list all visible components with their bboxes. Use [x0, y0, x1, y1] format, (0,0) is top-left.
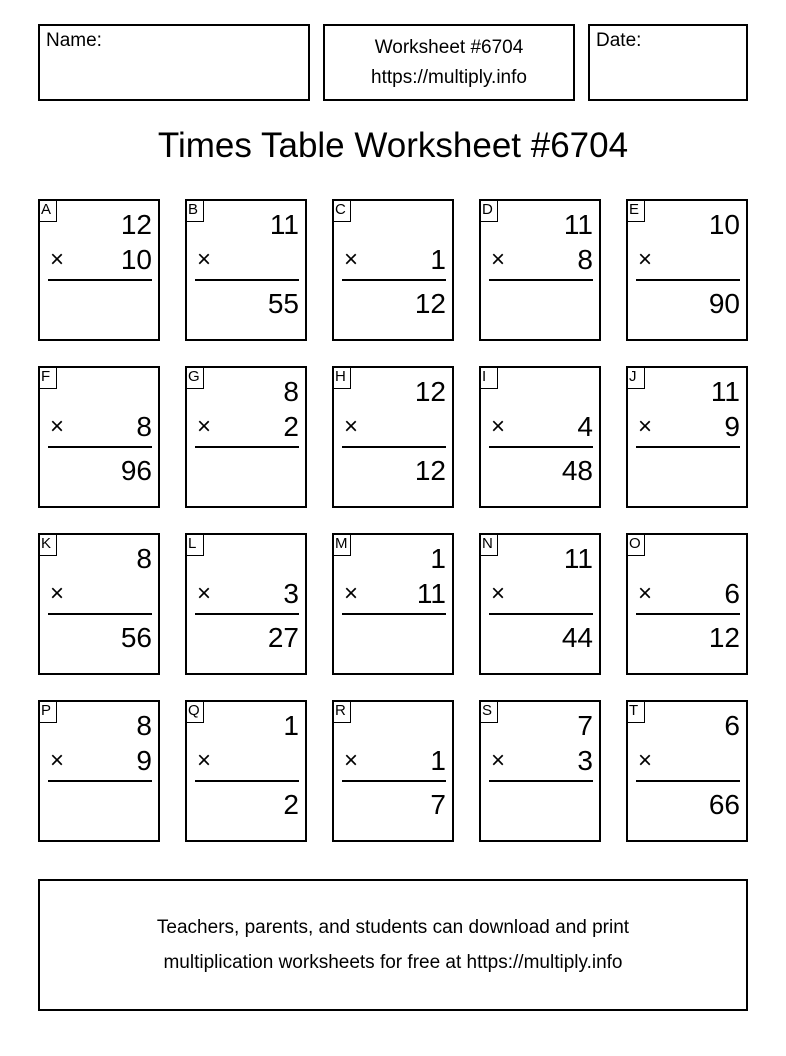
problem-letter: N	[479, 533, 498, 556]
problem-g	[185, 366, 307, 508]
problem-h	[332, 366, 454, 508]
answer-number: 96	[120, 455, 152, 486]
multiply-sign: ×	[344, 413, 359, 440]
top-number: 11	[710, 376, 740, 407]
answer-line	[48, 613, 152, 615]
footer-line-2: multiplication worksheets for free at https://multiply.info	[163, 952, 623, 973]
answer-line	[195, 446, 299, 448]
multiply-sign: ×	[491, 580, 506, 607]
bottom-number: 1	[430, 745, 446, 776]
multiply-sign: ×	[491, 413, 506, 440]
multiply-sign: ×	[344, 246, 359, 273]
multiply-sign: ×	[197, 747, 212, 774]
multiply-sign: ×	[197, 413, 212, 440]
problem-letter: J	[626, 366, 645, 389]
multiply-sign: ×	[50, 246, 65, 273]
name-field-box	[38, 24, 310, 101]
top-number: 8	[136, 710, 152, 741]
problem-letter: T	[626, 700, 645, 723]
problem-letter: B	[185, 199, 204, 222]
answer-number: 12	[414, 288, 446, 319]
top-number: 1	[283, 710, 299, 741]
bottom-number: 9	[724, 411, 740, 442]
problem-s	[479, 700, 601, 842]
problem-r	[332, 700, 454, 842]
bottom-number: 9	[136, 745, 152, 776]
multiply-sign: ×	[50, 747, 65, 774]
problem-letter: E	[626, 199, 645, 222]
top-number: 11	[563, 543, 593, 574]
problem-letter: S	[479, 700, 498, 723]
answer-line	[342, 279, 446, 281]
problem-letter: C	[332, 199, 351, 222]
answer-number: 12	[414, 455, 446, 486]
answer-number: 7	[430, 789, 446, 820]
problem-letter: D	[479, 199, 498, 222]
bottom-number: 3	[283, 578, 299, 609]
answer-line	[636, 613, 740, 615]
answer-line	[195, 613, 299, 615]
top-number: 12	[414, 376, 446, 407]
answer-line	[489, 279, 593, 281]
problem-letter: K	[38, 533, 57, 556]
problem-letter: M	[332, 533, 351, 556]
top-number: 1	[430, 543, 446, 574]
problem-letter: A	[38, 199, 57, 222]
problem-a	[38, 199, 160, 341]
answer-number: 56	[120, 622, 152, 653]
bottom-number: 4	[577, 411, 593, 442]
page-title: Times Table Worksheet #6704	[157, 126, 629, 165]
bottom-number: 3	[577, 745, 593, 776]
answer-line	[48, 780, 152, 782]
answer-line	[195, 279, 299, 281]
problem-b	[185, 199, 307, 341]
answer-number: 2	[283, 789, 299, 820]
problem-i	[479, 366, 601, 508]
multiply-sign: ×	[638, 580, 653, 607]
bottom-number: 8	[577, 244, 593, 275]
bottom-number: 6	[724, 578, 740, 609]
problem-letter: H	[332, 366, 351, 389]
top-number: 7	[577, 710, 593, 741]
answer-line	[48, 279, 152, 281]
problem-f	[38, 366, 160, 508]
answer-line	[195, 780, 299, 782]
worksheet-info-box	[323, 24, 575, 101]
worksheet-number: Worksheet #6704	[374, 37, 524, 58]
multiply-sign: ×	[491, 246, 506, 273]
problem-letter: G	[185, 366, 204, 389]
bottom-number: 11	[416, 578, 446, 609]
top-number: 11	[563, 209, 593, 240]
multiply-sign: ×	[50, 580, 65, 607]
bottom-number: 8	[136, 411, 152, 442]
problem-letter: F	[38, 366, 57, 389]
multiply-sign: ×	[638, 413, 653, 440]
problem-q	[185, 700, 307, 842]
problem-o	[626, 533, 748, 675]
top-number: 8	[283, 376, 299, 407]
problem-m	[332, 533, 454, 675]
multiply-sign: ×	[638, 747, 653, 774]
problem-p	[38, 700, 160, 842]
date-label: Date:	[596, 30, 642, 51]
multiply-sign: ×	[344, 580, 359, 607]
bottom-number: 2	[283, 411, 299, 442]
answer-number: 12	[708, 622, 740, 653]
problem-d	[479, 199, 601, 341]
answer-number: 90	[708, 288, 740, 319]
problem-letter: O	[626, 533, 645, 556]
multiply-sign: ×	[50, 413, 65, 440]
problem-letter: P	[38, 700, 57, 723]
multiply-sign: ×	[491, 747, 506, 774]
name-label: Name:	[46, 30, 102, 51]
top-number: 12	[120, 209, 152, 240]
multiply-sign: ×	[344, 747, 359, 774]
problem-letter: Q	[185, 700, 204, 723]
problem-letter: R	[332, 700, 351, 723]
worksheet-url: https://multiply.info	[371, 67, 527, 88]
answer-line	[342, 613, 446, 615]
answer-line	[636, 279, 740, 281]
answer-number: 27	[267, 622, 299, 653]
multiply-sign: ×	[638, 246, 653, 273]
top-number: 6	[724, 710, 740, 741]
problem-n	[479, 533, 601, 675]
top-number: 8	[136, 543, 152, 574]
answer-line	[489, 780, 593, 782]
problem-j	[626, 366, 748, 508]
problem-letter: L	[185, 533, 204, 556]
answer-line	[636, 446, 740, 448]
problem-k	[38, 533, 160, 675]
multiply-sign: ×	[197, 580, 212, 607]
top-number: 10	[708, 209, 740, 240]
footer-line-1: Teachers, parents, and students can download and print	[156, 917, 630, 938]
problem-t	[626, 700, 748, 842]
bottom-number: 1	[430, 244, 446, 275]
answer-number: 55	[267, 288, 299, 319]
answer-number: 48	[561, 455, 593, 486]
problem-letter: I	[479, 366, 498, 389]
problem-c	[332, 199, 454, 341]
answer-number: 44	[561, 622, 593, 653]
answer-number: 66	[708, 789, 740, 820]
footer-box	[38, 879, 748, 1011]
problem-e	[626, 199, 748, 341]
multiply-sign: ×	[197, 246, 212, 273]
answer-line	[489, 613, 593, 615]
date-field-box	[588, 24, 748, 101]
answer-line	[342, 446, 446, 448]
top-number: 11	[269, 209, 299, 240]
bottom-number: 10	[120, 244, 152, 275]
problem-l	[185, 533, 307, 675]
answer-line	[342, 780, 446, 782]
answer-line	[636, 780, 740, 782]
answer-line	[48, 446, 152, 448]
answer-line	[489, 446, 593, 448]
